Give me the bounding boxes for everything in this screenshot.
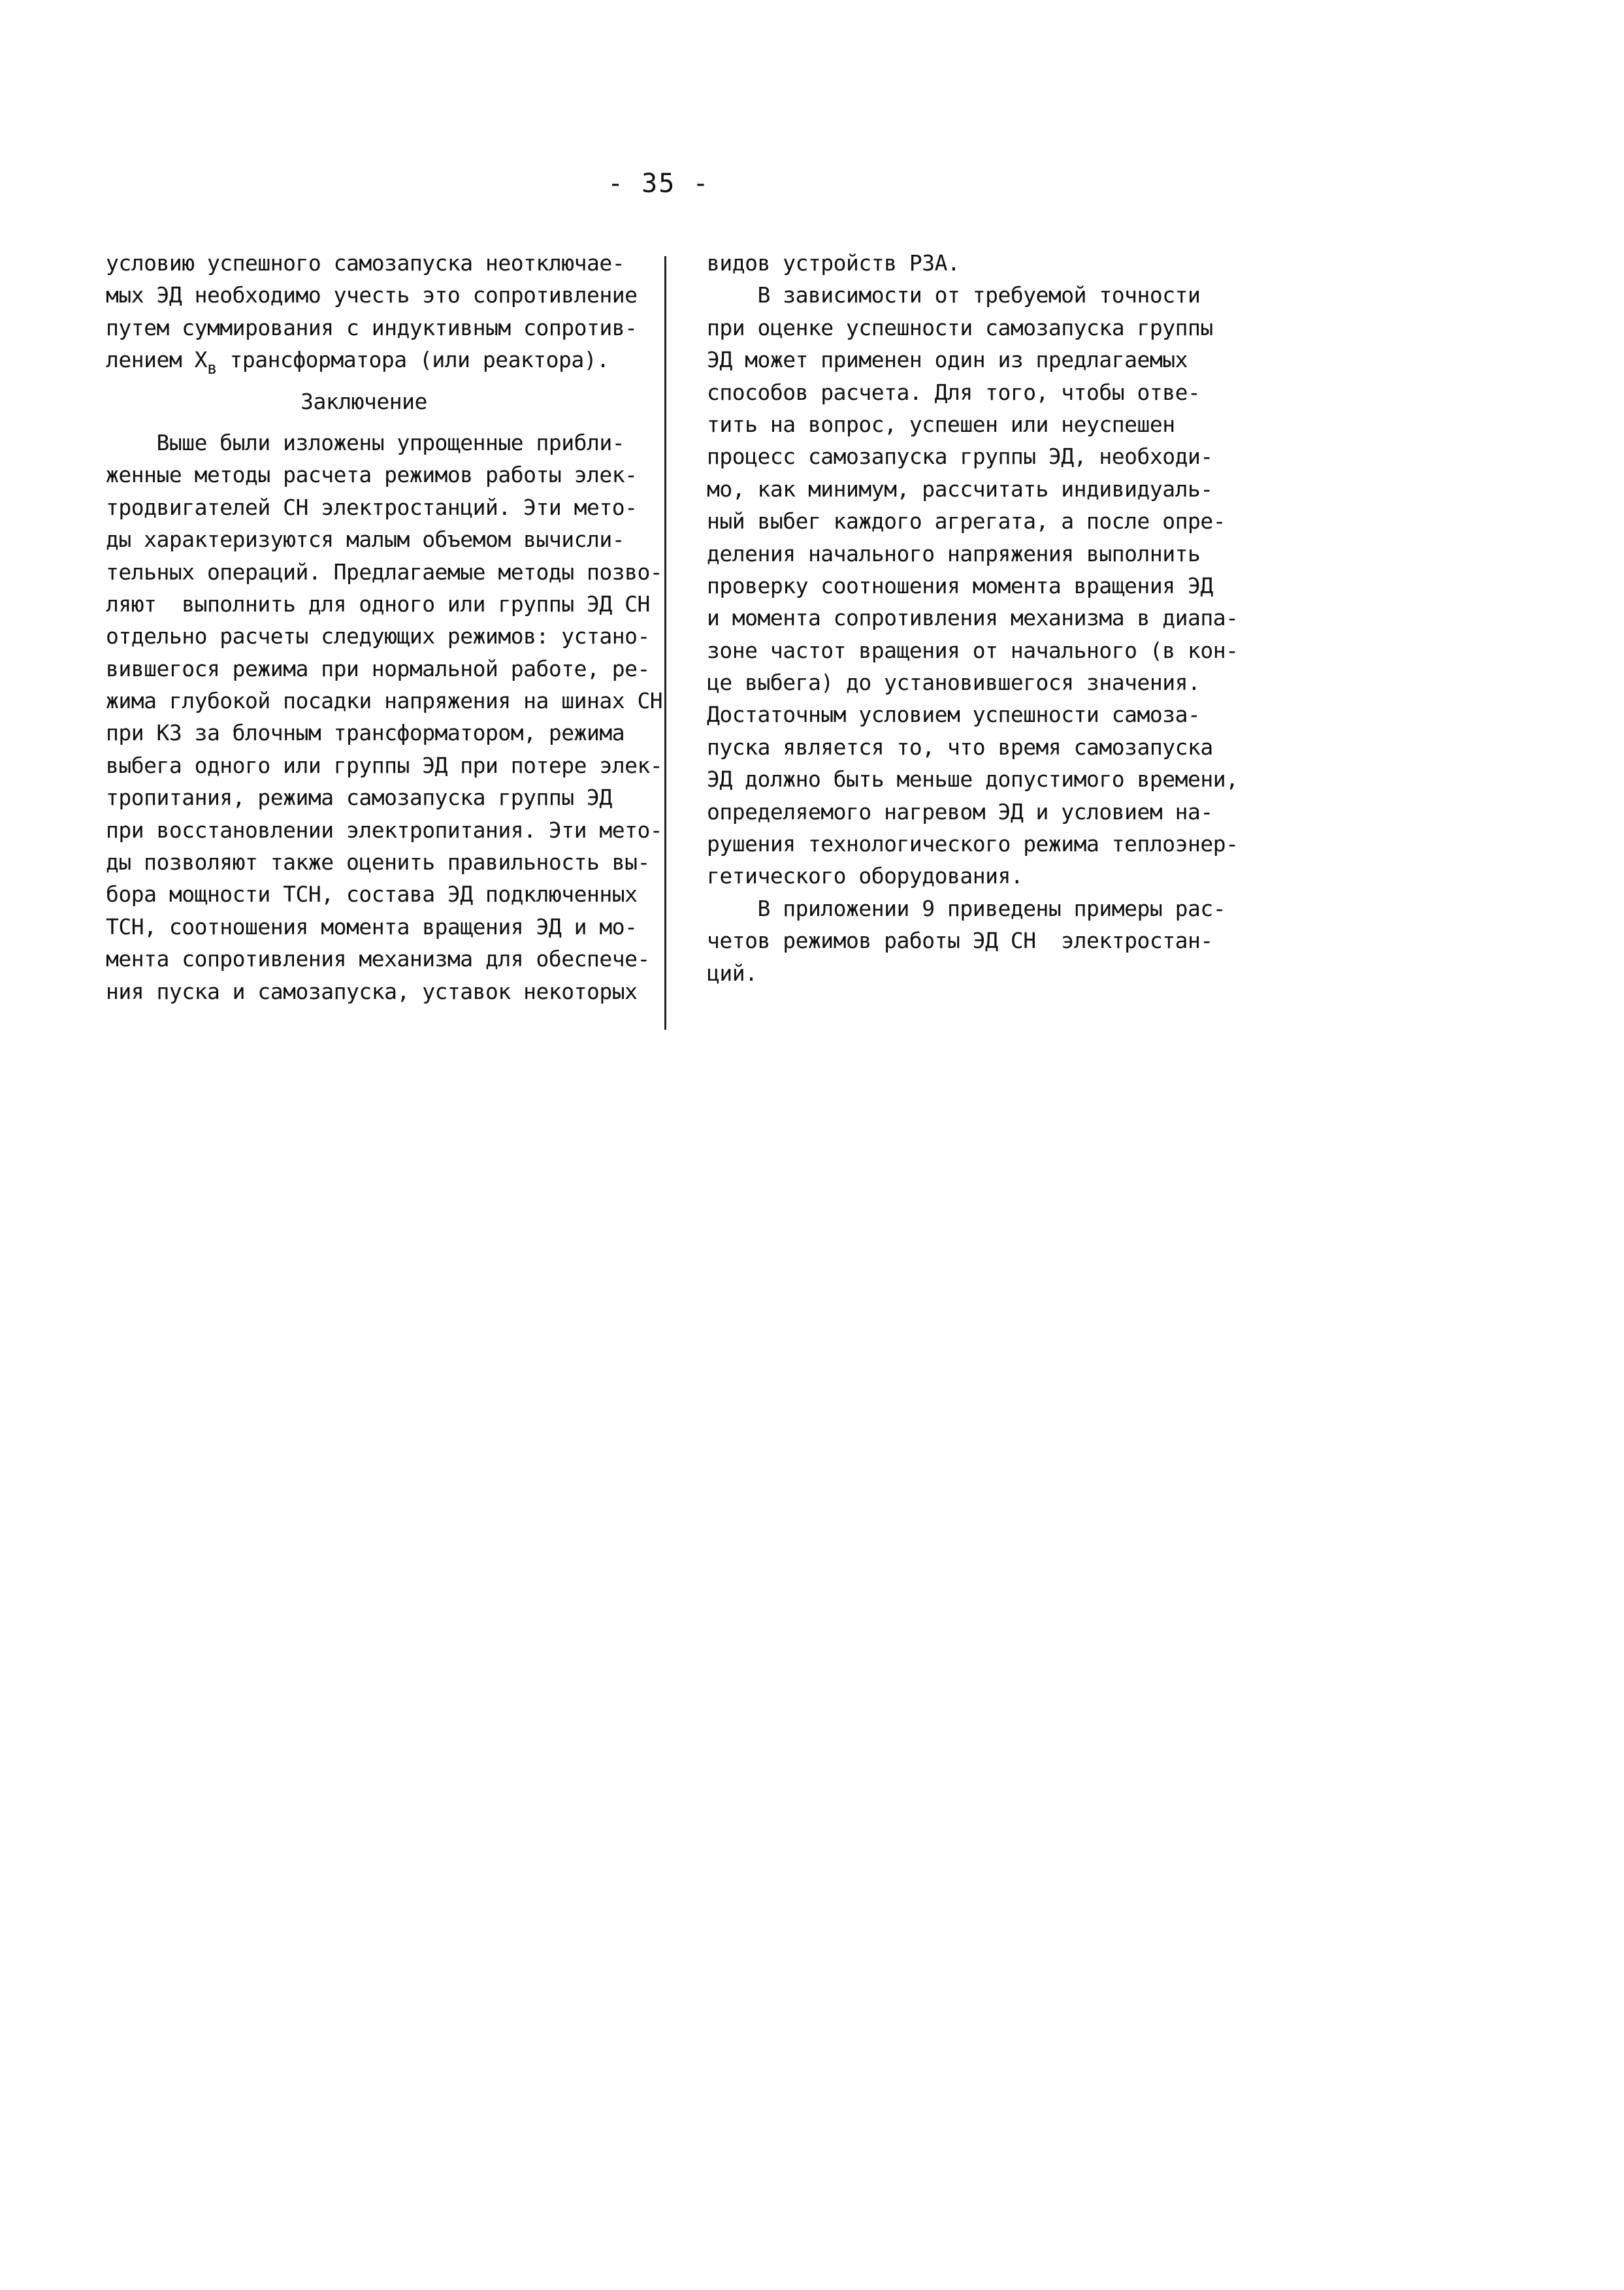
text-line: бора мощности ТСН, состава ЭД подключенных (106, 881, 638, 908)
text-line: Достаточным условием успешности самоза- (707, 702, 1201, 728)
paragraph-calculation-methods (707, 279, 1275, 892)
text-line: ляют выполнить для одного или группы ЭД СН (106, 591, 650, 617)
text-line: способов расчета. Для того, чтобы отве- (707, 379, 1201, 405)
text-line: при оценке успешности самозапуска группы (707, 314, 1213, 340)
text-line: тельных операций. Предлагаемые методы позво- (106, 559, 663, 585)
text-line: В приложении 9 приведены примеры рас- (707, 895, 1226, 921)
text-line: тродвигателей СН электростанций. Эти мето- (106, 494, 638, 520)
text-line: мых ЭД необходимо учесть это сопротивление (106, 282, 638, 308)
text-line: ЭД может применен один из предлагаемых (707, 347, 1188, 373)
text-line: ный выбег каждого агрегата, а после опре- (707, 508, 1226, 534)
text-line: выбега одного или группы ЭД при потере элек- (106, 752, 663, 778)
text-line: мо, как минимум, рассчитать индивидуаль- (707, 476, 1213, 502)
text-line: зоне частот вращения от начального (в кон- (707, 637, 1239, 663)
text-line: при восстановлении электропитания. Эти мето- (106, 817, 663, 843)
text-line: ТСН, соотношения момента вращения ЭД и мо- (106, 913, 638, 940)
text-line: и момента сопротивления механизма в диапа- (707, 605, 1239, 631)
text-line: путем суммирования с индуктивным сопротив- (106, 314, 638, 340)
column-divider (664, 256, 666, 1030)
text-line: ды позволяют также оценить правильность вы- (106, 849, 650, 875)
text-line: ния пуска и самозапуска, уставок некоторых (106, 978, 638, 1004)
text-line: женные методы расчета режимов работы элек- (106, 462, 638, 488)
paragraph-conclusion (106, 427, 663, 1007)
text-line: ЭД должно быть меньше допустимого времени, (707, 766, 1239, 793)
text-line: видов устройств РЗА. (707, 250, 960, 276)
section-heading: Заключение (300, 388, 427, 414)
paragraph-self-start-condition (106, 247, 648, 379)
text-line: тить на вопрос, успешен или неуспешен (707, 411, 1175, 437)
text-line: процесс самозапуска группы ЭД, необходи- (707, 444, 1213, 470)
paragraph-appendix-reference (707, 892, 1275, 989)
text-line: при КЗ за блочным трансформатором, режима (106, 720, 625, 746)
text-line: определяемого нагревом ЭД и условием на- (707, 798, 1213, 825)
text-line: ды характеризуются малым объемом вычисли- (106, 527, 625, 553)
text-line: Выше были изложены упрощенные прибли- (106, 429, 625, 455)
text-line-with-subscript (106, 344, 648, 379)
paragraph-rza-devices (707, 247, 1275, 279)
text-line: условию успешного самозапуска неотключае- (106, 250, 625, 276)
text-line: пуска является то, что время самозапуска (707, 734, 1213, 760)
text-line: ций. (707, 960, 758, 986)
text-line: вившегося режима при нормальной работе, ре- (106, 655, 650, 681)
left-column (106, 247, 663, 1007)
text-line: гетического оборудования. (707, 863, 1024, 889)
text-fragment: трансформатора (или реактора). (217, 347, 609, 373)
text-line: мента сопротивления механизма для обеспече- (106, 946, 650, 972)
text-line: четов режимов работы ЭД СН электростан- (707, 928, 1213, 954)
text-line: жима глубокой посадки напряжения на шинах СН (106, 688, 663, 714)
text-line: деления начального напряжения выполнить (707, 540, 1201, 566)
text-line: це выбега) до установившегося значения. (707, 670, 1201, 696)
text-line: проверку соотношения момента вращения ЭД (707, 572, 1213, 598)
right-column (707, 247, 1275, 989)
text-line: отдельно расчеты следующих режимов: устано- (106, 623, 650, 649)
subscript-b: в (206, 359, 218, 379)
text-fragment: лением X (106, 347, 207, 373)
text-line: рушения технологического режима теплоэнер- (707, 831, 1239, 857)
text-line: тропитания, режима самозапуска группы ЭД (106, 785, 612, 811)
text-line: В зависимости от требуемой точности (707, 282, 1201, 308)
page-number: - 35 - (608, 169, 710, 199)
